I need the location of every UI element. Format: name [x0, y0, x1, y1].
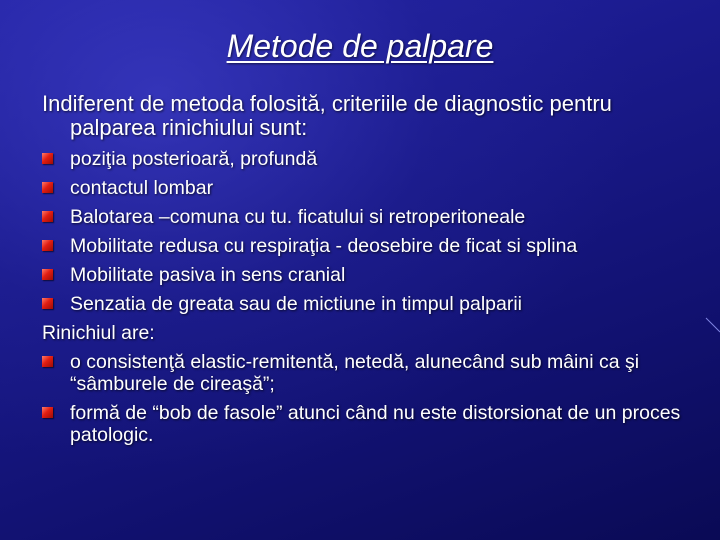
- criteria-list: [42, 148, 692, 315]
- list-item: [42, 402, 692, 446]
- red-square-bullet-icon: [42, 240, 53, 251]
- slide-title: Metode de palpare: [226, 28, 494, 64]
- red-square-bullet-icon: [42, 211, 53, 222]
- list-item: [42, 177, 692, 199]
- red-square-bullet-icon: [42, 153, 53, 164]
- list-item-text: Balotarea –comuna cu tu. ficatului si retroperitoneale: [70, 206, 526, 228]
- list-item: [42, 293, 692, 315]
- list-item: [42, 351, 692, 395]
- slide-body: [42, 92, 692, 453]
- list-item: [42, 148, 692, 170]
- list-item-text: Senzatia de greata sau de mictiune in timpul palparii: [70, 293, 523, 315]
- intro-paragraph: Indiferent de metoda folosită, criteriile de diagnostic pentru palparea rinichiului sunt:: [42, 91, 612, 140]
- list-item: [42, 206, 692, 228]
- red-square-bullet-icon: [42, 356, 53, 367]
- list-item-text: contactul lombar: [70, 177, 214, 199]
- kidney-intro: Rinichiul are:: [42, 322, 155, 344]
- list-item-text: Mobilitate redusa cu respiraţia - deosebire de ficat si splina: [70, 235, 578, 257]
- red-square-bullet-icon: [42, 269, 53, 280]
- list-item: [42, 235, 692, 257]
- list-item-text: o consistenţă elastic-remitentă, netedă, alunecând sub mâini ca şi “sâmburele de cireaşă”;: [70, 351, 640, 395]
- list-item: [42, 264, 692, 286]
- red-square-bullet-icon: [42, 182, 53, 193]
- list-item-text: poziţia posterioară, profundă: [70, 148, 318, 170]
- red-square-bullet-icon: [42, 298, 53, 309]
- red-square-bullet-icon: [42, 407, 53, 418]
- list-item-text: formă de “bob de fasole” atunci când nu este distorsionat de un proces patologic.: [70, 402, 681, 446]
- list-item-text: Mobilitate pasiva in sens cranial: [70, 264, 346, 286]
- kidney-features-list: [42, 351, 692, 446]
